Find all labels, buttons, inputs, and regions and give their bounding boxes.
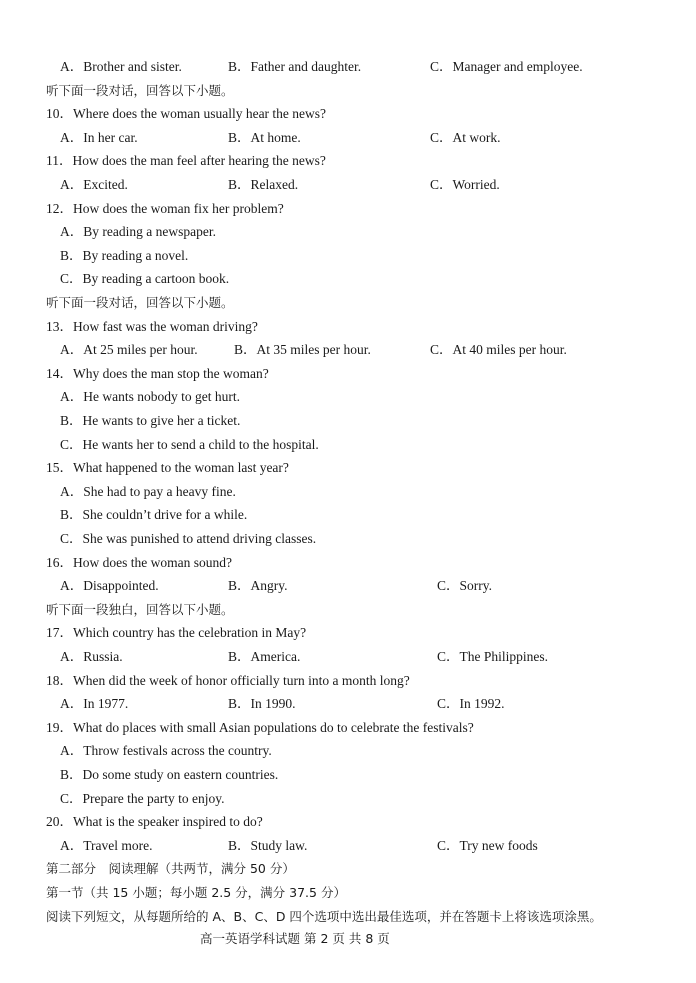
answer-option: C．Manager and employee. [430,59,583,74]
section-instruction: 第一节（共 15 小题；每小题 2.5 分，满分 37.5 分） [46,885,346,900]
answer-option: B．Angry. [228,578,288,594]
answer-option: B．Do some study on eastern countries. [60,767,279,782]
answer-option: C．Prepare the party to enjoy. [60,790,225,806]
question-text: 14．Why does the man stop the woman? [46,365,269,381]
answer-option: B．At 35 miles per hour. [234,342,371,358]
answer-option: B．Father and daughter. [228,59,362,74]
answer-option: C．In 1992. [437,696,505,712]
answer-option: B．Study law. [228,837,308,853]
section-instruction: 听下面一段独白，回答以下小题。 [46,601,234,617]
answer-option: C．Worried. [430,177,500,192]
section-instruction: 听下面一段对话，回答以下小题。 [46,82,234,98]
question-text: 16．How does the woman sound? [46,554,232,570]
answer-option: A．In her car. [60,129,138,145]
question-text: 19．What do places with small Asian populations do to celebrate the festivals? [46,719,474,735]
answer-option: B．By reading a novel. [60,247,189,263]
question-text: 15．What happened to the woman last year? [46,460,289,476]
section-instruction: 阅读下列短文，从每题所给的 A、B、C、D 四个选项中选出最佳选项，并在答题卡上将该选项涂黑。 [46,908,602,924]
answer-option: A．At 25 miles per hour. [60,342,198,358]
answer-option: A．By reading a newspaper. [60,224,216,240]
answer-option: B．In 1990. [228,696,296,712]
answer-option: A．Excited. [60,177,128,192]
question-text: 20．What is the speaker inspired to do? [46,814,263,830]
answer-option: C．By reading a cartoon book. [60,271,230,287]
page-footer: 高一英语学科试题 第 2 页 共 8 页 [200,931,390,946]
question-text: 10．Where does the woman usually hear the news? [46,106,327,122]
section-instruction: 第二部分 阅读理解（共两节，满分 50 分） [46,861,295,877]
answer-option: B．America. [228,649,301,664]
question-text: 17．Which country has the celebration in May? [46,625,307,641]
answer-option: C．The Philippines. [437,649,548,664]
answer-option: A．He wants nobody to get hurt. [60,389,240,405]
answer-option: A．She had to pay a heavy fine. [60,483,236,499]
question-text: 18．When did the week of honor officially turn into a month long? [46,672,410,688]
answer-option: A．Brother and sister. [60,59,182,74]
answer-option: C．He wants her to send a child to the hospital. [60,436,319,452]
answer-option: A．Throw festivals across the country. [60,743,272,759]
answer-option: C．Sorry. [437,578,493,594]
question-text: 13．How fast was the woman driving? [46,318,258,334]
answer-option: C．She was punished to attend driving classes. [60,531,317,546]
answer-option: C．At work. [430,129,501,145]
answer-option: B．At home. [228,129,301,145]
question-text: 12．How does the woman fix her problem? [46,200,284,216]
question-text: 11．How does the man feel after hearing the news? [46,153,326,169]
answer-option: A．Travel more. [60,837,153,853]
answer-option: C．Try new foods [437,837,538,853]
answer-option: A．In 1977. [60,696,129,712]
answer-option: A．Disappointed. [60,578,159,594]
section-instruction: 听下面一段对话，回答以下小题。 [46,295,234,310]
answer-option: C．At 40 miles per hour. [430,342,567,358]
answer-option: B．She couldn’t drive for a while. [60,507,248,523]
answer-option: A．Russia. [60,649,123,664]
answer-option: B．He wants to give her a ticket. [60,413,241,428]
answer-option: B．Relaxed. [228,177,299,192]
